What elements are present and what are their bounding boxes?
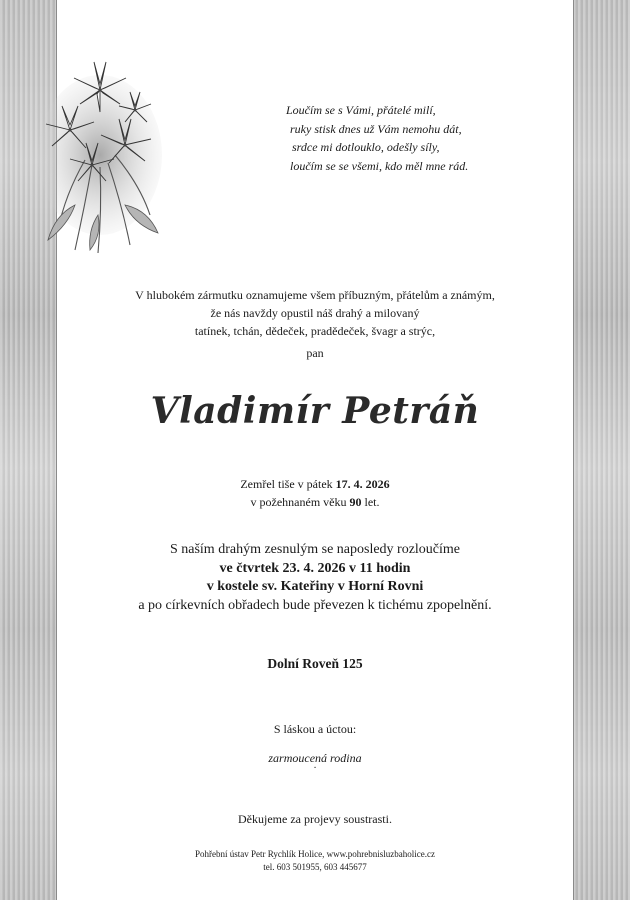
footer-phone: tel. 603 501955, 603 445677 (263, 862, 367, 872)
death-date-prefix: Zemřel tiše v pátek (240, 477, 336, 491)
death-date-line (57, 475, 573, 493)
honorific: pan (306, 346, 324, 360)
intro-line: že nás navždy opustil náš drahý a milovaný (210, 306, 420, 320)
closing-thanks: Děkujeme za projevy soustrasti. (238, 812, 392, 826)
family-address: Dolní Roveň 125 (267, 656, 363, 671)
farewell-line: a po církevních obřadech bude převezen k tichému zpopelnění. (138, 597, 492, 613)
separator-dot: · (313, 763, 317, 774)
intro-line: V hlubokém zármutku oznamujeme všem příbuzným, přátelům a známým, (135, 288, 495, 302)
poem-line: ruky stisk dnes už Vám nemohu dát, (290, 121, 462, 136)
age-prefix: v požehnaném věku (250, 495, 350, 509)
closing-family: zarmoucená rodina (268, 751, 362, 765)
funeral-location: v kostele sv. Kateřiny v Horní Rovni (206, 579, 424, 594)
closing-love: S láskou a úctou: (273, 722, 357, 736)
poem-line: Loučím se s Vámi, přátelé milí, (286, 103, 436, 117)
age-suffix: let. (361, 495, 380, 509)
intro-line: tatínek, tchán, dědeček, pradědeček, švagr a strýc, (194, 324, 436, 338)
farewell-line: S naším drahým zesnulým se naposledy rozloučíme (169, 542, 461, 557)
funeral-datetime: ve čtvrtek 23. 4. 2026 v 11 hodin (219, 560, 411, 576)
poem-line: srdce mi dotlouklo, odešly síly, (292, 140, 440, 154)
funeral-details (57, 541, 573, 615)
poem-line: loučím se se všemi, kdo měl mne rád. (290, 158, 469, 173)
funeral-service-footer (57, 848, 573, 874)
footer-line: Pohřební ústav Petr Rychlík Holice, www.pohrebnisluzbaholice.cz (195, 849, 435, 859)
right-marble-border (573, 0, 630, 900)
age-value: 90 (349, 495, 362, 509)
lily-bouquet-icon (30, 55, 170, 255)
deceased-name: Vladimír Petráň (150, 390, 480, 432)
death-info (57, 475, 573, 511)
age-line (57, 493, 573, 511)
death-date: 17. 4. 2026 (335, 477, 390, 491)
announcement-intro (57, 286, 573, 340)
farewell-poem (286, 101, 526, 175)
